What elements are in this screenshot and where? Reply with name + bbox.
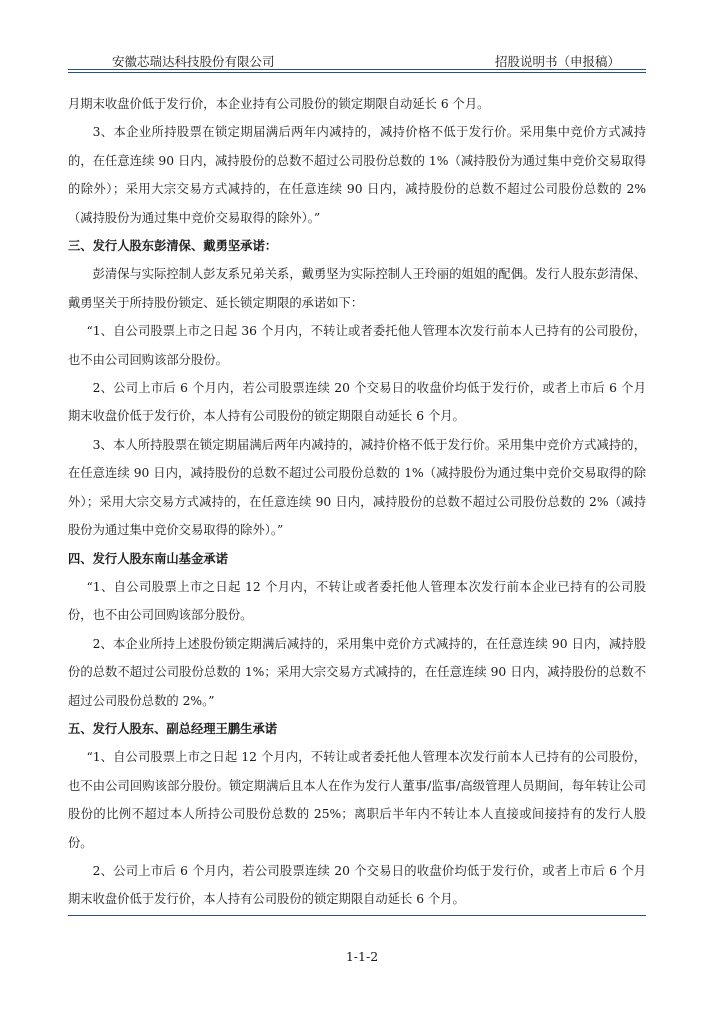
- paragraph: “1、自公司股票上市之日起 12 个月内，不转让或者委托他人管理本次发行前本人已持有的公司股份，也不由公司回购该部分股份。锁定期满后且本人在作为发行人董事/监事/高级管理人员期间，每年转让公司股份的比例不超过本人所持公司股份总数的 25%；离职后半年内不转让本人直接或间接持有的发行人股份。: [68, 750, 646, 850]
- page-number: 1-1-2: [345, 949, 379, 964]
- header-rule-thin: [68, 72, 646, 73]
- paragraph: “1、自公司股票上市之日起 36 个月内，不转让或者委托他人管理本次发行前本人已持有的公司股份，也不由公司回购该部分股份。: [68, 324, 646, 367]
- paragraph: 彭清保与实际控制人彭友系兄弟关系，戴勇坚为实际控制人王玲丽的姐姐的配偶。发行人股东彭清保、戴勇坚关于所持股份锁定、延长锁定期限的承诺如下：: [68, 267, 646, 310]
- paragraph: 3、本人所持股票在锁定期届满后两年内减持的，减持价格不低于发行价。采用集中竞价方式减持的，在任意连续 90 日内，减持股份的总数不超过公司股份总数的 1%（减持股份为通过集中竞价交易取得的除外）；采用大宗交易方式减持的，在任意连续 90 日内，减持股份的总数不超过公司股份总数的 2%（减持股份为通过集中竞价交易取得的除外）。”: [68, 437, 646, 538]
- paragraph: 2、公司上市后 6 个月内，若公司股票连续 20 个交易日的收盘价均低于发行价，或者上市后 6 个月期末收盘价低于发行价，本人持有公司股份的锁定期限自动延长 6 个月。: [68, 381, 646, 424]
- section-heading: 三、发行人股东彭清保、戴勇坚承诺：: [68, 238, 278, 254]
- header-rule: [68, 69, 646, 70]
- paragraph: 2、公司上市后 6 个月内，若公司股票连续 20 个交易日的收盘价均低于发行价，或者上市后 6 个月期末收盘价低于发行价，本人持有公司股份的锁定期限自动延长 6 个月。: [68, 863, 646, 907]
- section-heading: 四、发行人股东南山基金承诺: [68, 550, 228, 566]
- paragraph: 2、本企业所持上述股份锁定期满后减持的，采用集中竞价方式减持的，在任意连续 90 日内，减持股份的总数不超过公司股份总数的 1%；采用大宗交易方式减持的，在任意连续 90 日内，减持股份的总数不超过公司股份总数的 2%。”: [68, 636, 646, 708]
- document-title: 招股说明书（申报稿）: [494, 54, 620, 69]
- paragraph: “1、自公司股票上市之日起 12 个月内，不转让或者委托他人管理本次发行前本企业已持有的公司股份，也不由公司回购该部分股份。: [68, 579, 646, 623]
- page-header: [68, 52, 646, 68]
- company-name: 安徽芯瑞达科技股份有限公司: [112, 54, 275, 69]
- paragraph: 3、本企业所持股票在锁定期届满后两年内减持的，减持价格不低于发行价。采用集中竞价方式减持的，在任意连续 90 日内，减持股份的总数不超过公司股份总数的 1%（减持股份为通过集中竞价交易取得的除外）；采用大宗交易方式减持的，在任意连续 90 日内，减持股份的总数不超过公司股份总数的 2%（减持股份为通过集中竞价交易取得的除外）。”: [68, 125, 646, 225]
- footer-rule: [68, 915, 646, 916]
- document-body: [68, 90, 646, 914]
- section-heading: 五、发行人股东、副总经理王鹏生承诺: [68, 720, 278, 736]
- paragraph: 月期末收盘价低于发行价，本企业持有公司股份的锁定期限自动延长 6 个月。: [68, 97, 490, 111]
